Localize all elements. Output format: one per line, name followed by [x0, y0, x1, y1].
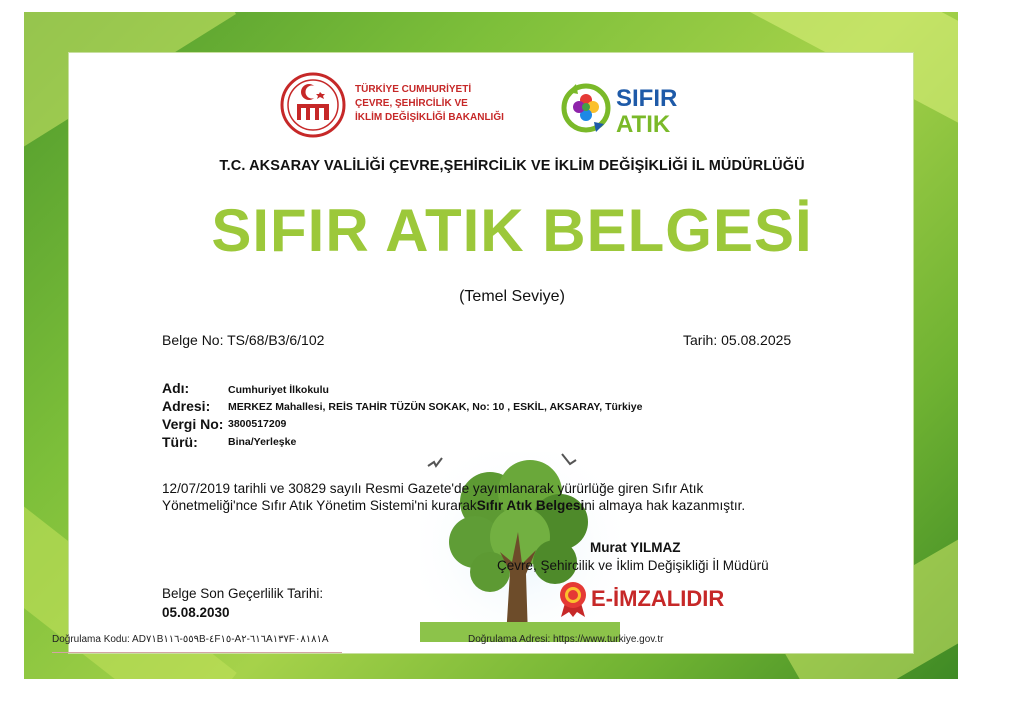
statement-line2-bold: Sıfır Atık Belgesi: [476, 498, 585, 513]
field-label-name: Adı:: [162, 380, 190, 396]
zero-waste-logo: [560, 78, 690, 138]
document-number: Belge No: TS/68/B3/6/102: [162, 332, 325, 348]
statement-line2-end: ni almaya hak kazanmıştır.: [584, 498, 746, 513]
statement-line1: 12/07/2019 tarihli ve 30829 sayılı Resmi Gazete'de yayımlanarak yürürlüğe giren Sıfır Atık: [162, 481, 704, 496]
e-signature-label: E-İMZALIDIR: [591, 586, 725, 611]
certificate-statement: [162, 480, 802, 514]
flower-recycle-icon: [564, 84, 608, 132]
field-label-type: Türü:: [162, 434, 198, 450]
footer-divider: [52, 652, 342, 653]
crescent-star-icon: [301, 84, 325, 100]
signatory-name: Murat YILMAZ: [590, 540, 681, 555]
verification-address: Doğrulama Adresi: https://www.turkiye.gov.tr: [468, 634, 664, 645]
document-date: Tarih: 05.08.2025: [683, 332, 792, 348]
field-value-address: MERKEZ Mahallesi, REİS TAHİR TÜZÜN SOKAK, No: 10 , ESKİL, AKSARAY, Türkiye: [228, 401, 643, 413]
verification-code: Doğrulama Kodu: AD٧١B٥٥٩-١١٦B-٤F١٥-A٦١٦-٢A١٣٧F٠٨١٨١A: [52, 634, 329, 645]
validity-label: Belge Son Geçerlilik Tarihi:: [162, 586, 324, 601]
field-value-tax-no: 3800517209: [228, 418, 287, 430]
statement-line2-start: Yönetmeliği'nce Sıfır Atık Yönetim Sistemi'ni kurarak: [162, 498, 477, 513]
field-value-name: Cumhuriyet İlkokulu: [228, 384, 329, 396]
validity-date: 05.08.2030: [162, 605, 230, 620]
field-value-type: Bina/Yerleşke: [228, 436, 297, 448]
field-label-address: Adresi:: [162, 398, 211, 414]
signatory-title: Çevre, Şehircilik ve İklim Değişikliği İl Müdürü: [497, 558, 769, 573]
certificate-title: SIFIR ATIK BELGESİ: [211, 197, 813, 264]
zero-waste-logo-line1: SIFIR: [616, 85, 678, 112]
award-rosette-icon: [560, 582, 586, 617]
ministry-logo-line3: İKLİM DEĞİŞİKLİĞİ BAKANLIĞI: [355, 112, 504, 123]
ministry-logo: [279, 70, 509, 140]
zero-waste-logo-line2: ATIK: [616, 111, 671, 138]
institution-heading: T.C. AKSARAY VALİLİĞİ ÇEVRE,ŞEHİRCİLİK VE İKLİM DEĞİŞİKLİĞİ İL MÜDÜRLÜĞÜ: [219, 158, 805, 174]
ministry-logo-line1: TÜRKİYE CUMHURİYETİ: [355, 84, 472, 95]
ministry-logo-line2: ÇEVRE, ŞEHİRCİLİK VE: [355, 98, 468, 109]
e-signature-badge: [557, 577, 727, 617]
field-label-tax-no: Vergi No:: [162, 416, 224, 432]
certificate-level: (Temel Seviye): [459, 288, 565, 305]
